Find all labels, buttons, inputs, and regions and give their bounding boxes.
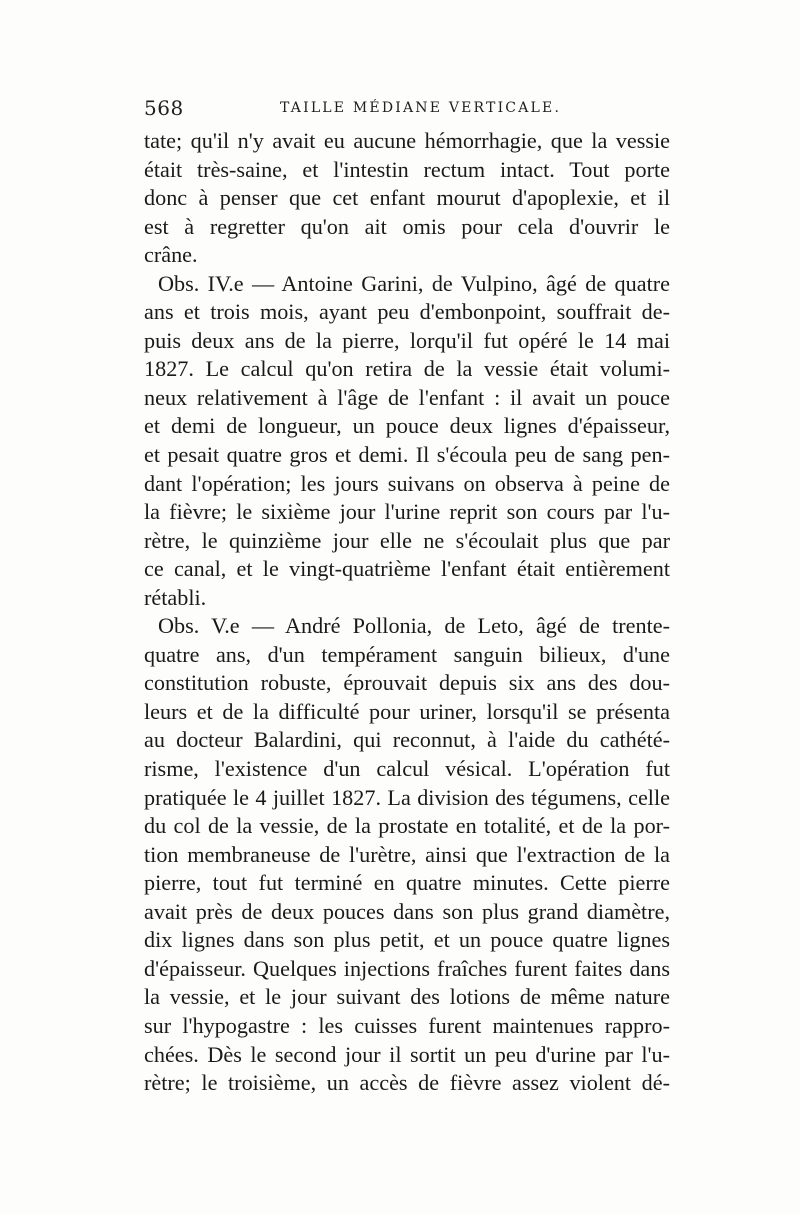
text-line: la fièvre; le sixième jour l'urine reprit son cours par l'u-	[144, 499, 670, 525]
text-line: d'épaisseur. Quelques injections fraîches furent faites dans	[144, 955, 670, 981]
text-line: Obs. V.e — André Pollonia, de Leto, âgé de trente-	[158, 613, 670, 639]
body-text	[144, 127, 670, 1098]
page-header	[144, 96, 670, 126]
text-line: puis deux ans de la pierre, lorqu'il fut opéré le 14 mai	[144, 327, 670, 353]
text-line: du col de la vessie, de la prostate en totalité, et de la por-	[144, 813, 670, 839]
text-line: dix lignes dans son plus petit, et un pouce quatre lignes	[144, 927, 670, 953]
text-line: chées. Dès le second jour il sortit un peu d'urine par l'u-	[144, 1041, 670, 1067]
text-line: pierre, tout fut terminé en quatre minutes. Cette pierre	[144, 870, 670, 896]
text-line: neux relativement à l'âge de l'enfant : il avait un pouce	[144, 384, 670, 410]
page-number: 568	[144, 96, 184, 120]
text-line: constitution robuste, éprouvait depuis six ans des dou-	[144, 670, 670, 696]
text-line: crâne.	[144, 242, 198, 268]
text-line: est à regretter qu'on ait omis pour cela d'ouvrir le	[144, 213, 670, 239]
text-line: dant l'opération; les jours suivans on observa à peine de	[144, 470, 670, 496]
text-line: rètre, le quinzième jour elle ne s'écoulait plus que par	[144, 527, 670, 553]
text-line: Obs. IV.e — Antoine Garini, de Vulpino, âgé de quatre	[158, 270, 670, 296]
text-line: pratiquée le 4 juillet 1827. La division des tégumens, celle	[144, 784, 670, 810]
text-line: ce canal, et le vingt-quatrième l'enfant était entièrement	[144, 556, 670, 582]
text-line: risme, l'existence d'un calcul vésical. L'opération fut	[144, 756, 670, 782]
text-line: ans et trois mois, ayant peu d'embonpoint, souffrait de-	[144, 299, 670, 325]
text-line: 1827. Le calcul qu'on retira de la vessie était volumi-	[144, 356, 670, 382]
text-line: tion membraneuse de l'urètre, ainsi que l'extraction de la	[144, 841, 670, 867]
text-line: était très-saine, et l'intestin rectum intact. Tout porte	[144, 156, 670, 182]
text-line: sur l'hypogastre : les cuisses furent maintenues rappro-	[144, 1012, 670, 1038]
text-line: rétabli.	[144, 584, 207, 610]
text-line: au docteur Balardini, qui reconnut, à l'aide du cathété-	[144, 727, 670, 753]
text-line: et demi de longueur, un pouce deux lignes d'épaisseur,	[144, 413, 670, 439]
text-line: rètre; le troisième, un accès de fièvre assez violent dé-	[144, 1070, 670, 1096]
text-line: tate; qu'il n'y avait eu aucune hémorrhagie, que la vessie	[144, 128, 670, 153]
text-line: quatre ans, d'un tempérament sanguin bilieux, d'une	[144, 641, 670, 667]
running-title: TAILLE MÉDIANE VERTICALE.	[280, 100, 562, 116]
text-line: la vessie, et le jour suivant des lotions de même nature	[144, 984, 670, 1010]
text-line: et pesait quatre gros et demi. Il s'écoula peu de sang pen-	[144, 442, 670, 468]
text-line: avait près de deux pouces dans son plus grand diamètre,	[144, 898, 670, 924]
text-line: donc à penser que cet enfant mourut d'apoplexie, et il	[144, 185, 670, 211]
text-line: leurs et de la difficulté pour uriner, lorsqu'il se présenta	[144, 698, 670, 724]
